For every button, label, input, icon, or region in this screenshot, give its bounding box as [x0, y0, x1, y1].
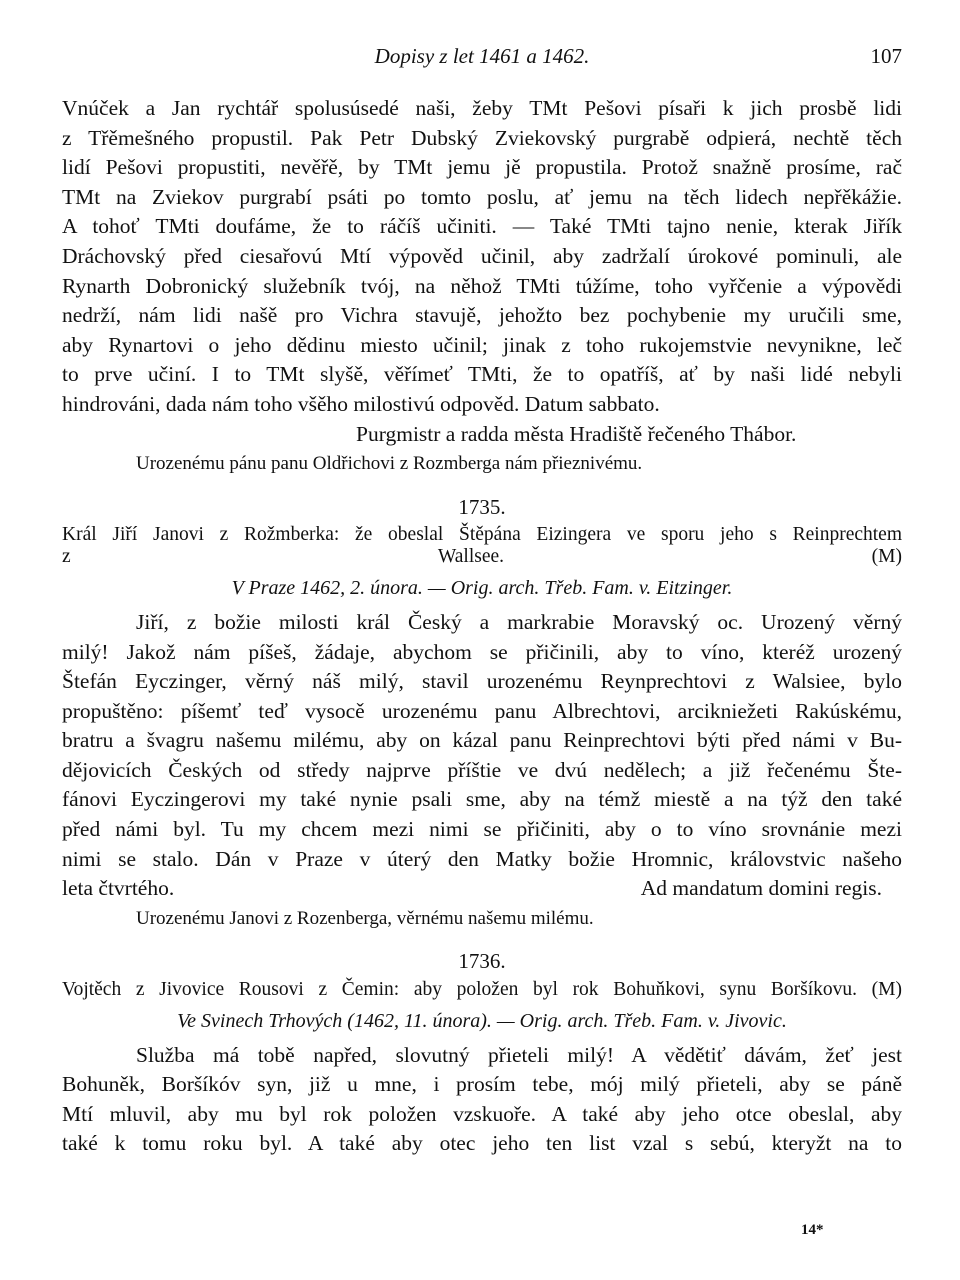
- closing-mandate: Ad mandatum domini regis.: [640, 876, 882, 901]
- continued-letter: [62, 94, 902, 479]
- running-header: [62, 44, 902, 74]
- document-source: V Praze 1462, 2. února. — Orig. arch. Třeb. Fam. v. Eitzinger.: [231, 577, 733, 600]
- text-line: Štefán Eyczinger, věrný náš milý, stavil urozenému Reynprechtovi z Walsiee, bylo: [62, 669, 902, 694]
- text-line: před námi byl. Tu my chcem mezi nimi se přičiniti, aby o to víno srovnánie mezi: [62, 817, 902, 842]
- text-line: milý! Jakož nám píšeš, žádaje, abychom se přičinili, aby to víno, kteréž urozený: [62, 639, 902, 664]
- text-line: dějovicích Českých od středy najprve příštie ve dvú nedělech; a již řečenému Šte-: [62, 757, 902, 782]
- text-line: fánovi Eyczingerovi my také nynie psali sme, aby na témž miestě a na týž den také: [62, 787, 902, 812]
- page-body: [62, 94, 902, 1159]
- text-line: lidí Pešovi propustiti, nevěřě, by TMt jemu jě propustila. Protož snažně prosíme, rač: [62, 155, 902, 180]
- text-line: také k tomu roku byl. A také aby otec jeho ten list vzal s sebú, kteryžt na to: [62, 1131, 902, 1156]
- text-line: aby Rynartovi o jeho dědinu miesto učinil; jinak z toho rukojemstvie nevynikne, leč: [62, 332, 902, 357]
- text-line: Služba má tobě napřed, slovutný přieteli milý! A vědětiť dávám, žeť jest: [136, 1042, 902, 1067]
- text-line: Dráchovský před ciesařovú Mtí výpověd učinil, aby zadržalí úrokové pominuli, ale: [62, 243, 902, 268]
- closing-date: leta čtvrtého.: [62, 876, 175, 901]
- text-line: propuštěno: píšemť teď vysocě urozenému panu Albrechtovi, arcikniežeti Rakúskému,: [62, 698, 902, 723]
- sheet-signature-mark: 14*: [801, 1222, 824, 1238]
- document-number: 1736.: [458, 949, 506, 974]
- text-line: Mtí mluvil, aby mu byl rok položen vzskuoře. A také aby jeho otce obeslal, aby: [62, 1101, 902, 1126]
- text-line: Jiří, z božie milosti král Český a markrabie Moravský oc. Urozený věrný: [136, 609, 902, 634]
- text-line: Rynarth Dobronický služebník tvój, na něhož TMti túžíme, toho vyřčenie a výpovědi: [62, 273, 902, 298]
- letter-signature: Purgmistr a radda města Hradiště řečeného Thábor.: [356, 421, 797, 446]
- running-title: Dopisy z let 1461 a 1462.: [374, 44, 590, 68]
- summary-line: z Wallsee. (M): [62, 546, 902, 568]
- document-source: Ve Svinech Trhových (1462, 11. února). — Orig. arch. Třeb. Fam. v. Jivovic.: [177, 1010, 787, 1033]
- closing-line: [62, 874, 902, 904]
- letter-address: Urozenému Janovi z Rozenberga, věrnému našemu milému.: [136, 907, 594, 929]
- summary-line: Král Jiří Janovi z Rožmberka: že obeslal Štěpána Eizingera ve sporu jeho s Reinprechtem: [62, 524, 902, 546]
- text-line: hindrováni, dada nám toho všěho milostivú odpověd. Datum sabbato.: [62, 391, 660, 416]
- document-summary: [62, 979, 902, 1001]
- text-line: Vnúček a Jan rychtář spolusúsedé naši, žeby TMt Pešovi písaři k jich prosbě lidi: [62, 96, 902, 120]
- text-line: TMt na Zviekov purgrabí psáti po tomto poslu, ať jemu na těch lidech nepřěkážie.: [62, 184, 902, 209]
- document-1736: [62, 947, 902, 1159]
- text-line: Bohuněk, Boršíkóv syn, již u mne, i prosím tebe, mój milý přieteli, aby se páně: [62, 1072, 902, 1097]
- letter-address: Urozenému pánu panu Oldřichovi z Rozmberga nám přieznivému.: [136, 453, 643, 475]
- text-line: to prve učiní. I to TMt slyšě, věřímeť TMti, že to opatříš, ať by naši lidé nebyli: [62, 362, 902, 387]
- summary-line: Vojtěch z Jivovice Rousovi z Čemin: aby položen byl rok Bohuňkovi, synu Boršíkovu. (M): [62, 979, 902, 1001]
- text-line: z Třěmešného propustil. Pak Petr Dubský Zviekovský purgrabě odpierá, nechtě těch: [62, 125, 902, 150]
- document-summary: [62, 524, 902, 568]
- text-line: bratru a švagru našemu milému, aby on kázal panu Reinprechtovi býti před námi v Bu-: [62, 728, 902, 753]
- document-number: 1735.: [458, 494, 506, 519]
- document-1735: [62, 493, 902, 934]
- page-number: 107: [870, 44, 902, 68]
- text-line: nedrží, nám lidi našě pro Vichra stavujě, jehožto bez pochybenie my uručili sme,: [62, 303, 902, 328]
- text-line: A tohoť TMti doufáme, že to ráčíš učiniti. — Také TMti tajno nenie, kterak Jiřík: [62, 214, 902, 239]
- text-line: nimi se stalo. Dán v Praze v úterý den Matky božie Hromnic, královstvic našeho: [62, 846, 902, 871]
